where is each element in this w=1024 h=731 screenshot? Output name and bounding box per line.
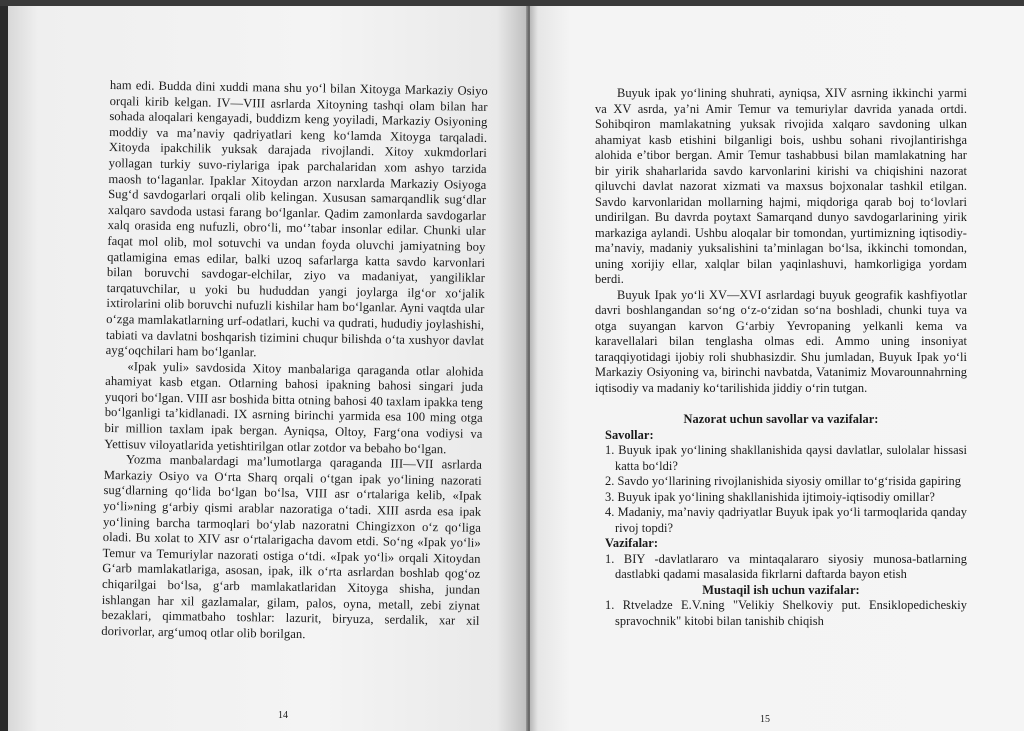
questions-heading: Savollar: bbox=[605, 427, 654, 442]
question-item: 3. Buyuk ipak yo‘lining shakllanishida ijtimoiy-iqtisodiy omillar? bbox=[605, 489, 935, 504]
question-item: 2. Savdo yo‘llarining rivojlanishida siyosiy omillar to‘g‘risida gapiring bbox=[605, 474, 962, 488]
left-page-number: 14 bbox=[278, 710, 288, 721]
left-page-text bbox=[101, 78, 488, 645]
left-page bbox=[8, 6, 528, 731]
left-paragraph-2: «Ipak yuli» savdosida Xitoy manbalariga qaraganda otlar alohida ahamiyat kasb etgan. Otlarning bahosi ipakning bahosi singari juda yuqori bo‘lgan. VIII asr boshida bitta otning bahosi 40 taxlam ipakka teng bo‘lganligi ta’kidlanadi. IX asrning birinchi yarmida esa 100 ming otga bir million taxlam ipak bergan. Ayniqsa, Oltoy, Farg‘ona vodiysi va Yettisuv viloyatlarida yetishtirilgan otlar zotdor va bebaho bo‘lgan. bbox=[104, 358, 484, 456]
question-item: 1. Buyuk ipak yo‘lining shakllanishida qaysi davlatlar, sulolalar hissasi katta bo‘ldi? bbox=[605, 443, 967, 473]
left-paragraph-1: ham edi. Budda dini xuddi mana shu yo‘l bilan Xitoyga Markaziy Osiyo orqali kirib kelgan. IV—VIII asrlarda Xitoyning tashqi olam bilan har sohada aloqalari kengayadi, buddizm keng yoyiladi, Markaziy Osiyoning moddiy va ma’naviy qadriyatlari keng ko‘lamda Xitoyga tarqaladi. Xitoyda ipakchilik yuksak darajada rivojlandi. Xitoy xukmdorlari yollagan turkiy suvo-riylariga ipak parchalaridan xom ashyo tarzida maosh to‘laganlar. Ipaklar Xitoydan arzon narxlarda Markaziy Osiyoga Sug‘d savdogarlari orqali olib kelingan. Xususan samarqandlik sug‘dlar xalqaro savdoda ustasi farang bo‘lganlar. Qadim zamonlarda savdogarlar xalq orasida eng nufuzli, obro‘li, mo‘’tabar insonlar edilar. Chunki ular faqat mol olib, mol sotuvchi va undan foyda oluvchi jamiyatning boy qatlamigina emas edilar, balki uzoq safarlarga katta savdo karvonlari bilan boruvchi savdogar-elchilar, ziyo va madaniyat, yangiliklar tarqatuvchilar, u yoki bu hududdan yangi joylarga ilg‘or xo‘jalik ixtirolarini olib boruvchi nufuzli kishilar ham bo‘lganlar. Ayni vaqtda ular o‘zga mamlakatlarning urf-odatlari, kuchi va qudrati, hududiy joylashishi, tabiati va davlatni boshqarish tizimini chuqur bilishda o‘ta xushyor davlat ayg‘oqchilari ham bo‘lganlar. bbox=[105, 78, 488, 360]
tasks-heading: Vazifalar: bbox=[605, 536, 659, 550]
independent-task-item: 1. Rtveladze E.V.ning "Velikiy Shelkoviy put. Ensiklopedicheskiy spravochnik" kitobi bilan tanishib chiqish bbox=[605, 598, 967, 628]
right-page-number: 15 bbox=[760, 714, 770, 725]
right-page bbox=[530, 6, 1024, 731]
questions-list bbox=[595, 443, 967, 536]
section-heading: Nazorat uchun savollar va vazifalar: bbox=[683, 412, 879, 426]
independent-heading: Mustaqil ish uchun vazifalar: bbox=[702, 582, 860, 597]
left-paragraph-3: Yozma manbalardagi ma’lumotlarga qaraganda III—VII asrlarda Markaziy Osiyo va O‘rta Sharq orqali o‘tgan ipak yo‘lining nazorati sug‘dlarning qo‘lida bo‘lgan bo‘lsa, VIII asr o‘rtalariga kelib, «Ipak yo‘li»ning g‘arbiy qismi arablar nazoratiga o‘tadi. XIII asrda esa ipak yo‘lining barcha tarmoqlari bo‘ylab nazoratni Chingizxon o‘z qo‘liga oladi. Bu xolat to XIV asr o‘rtalarigacha davom etdi. So‘ng «Ipak yo‘li» Temur va Temuriylar nazorati ostiga o‘tdi. «Ipak yo‘li» orqali Xitoydan G‘arb mamlakatlariga, asosan, ipak, ilk o‘rta asrlardan boshlab qog‘oz chiqarilgai bo‘lsa, g‘arb mamlakatlaridan Xitoyga shisha, jundan ishlangan har xil gazlamalar, gilam, palos, oyna, metall, zebi ziynat bezaklari, qimmatbaho toshlar: lazurit, biryuza, serdalik, xar xil dorivorlar, arg‘umoq otlar olib borilgan. bbox=[101, 452, 483, 641]
task-item: 1. BIY -davlatlararo va mintaqalararo siyosiy munosa-batlarning dastlabki qadami masalasida fikrlarni daftarda bayon etish bbox=[605, 551, 967, 581]
right-paragraph-1: Buyuk ipak yo‘lining shuhrati, ayniqsa, XIV asrning ikkinchi yarmi va XV asrda, ya’ni Amir Temur va temuriylar davrida yanada ortdi. Sohibqiron mamlakatning yuksak rivojida xalqaro savdoning ulkan ahamiyat kasb etishini bilganligi bois, ushbu sohani rivojlantirishga alohida e’tibor bergan. Amir Temur tashabbusi bilan mamlakatning har bir yirik shaharlarida savdo karvonlarini kirishi va chiqishini nazorat qiluvchi davlat nazorat xizmati va maxsus bojxonalar tashkil etilgan. Savdo karvonlaridan mollarning hajmi, miqdoriga qarab boj to‘lovlari undirilgan. Bu davrda poytaxt Samarqand dunyo savdogarlarining yirik markaziga aylandi. Ushbu aloqalar bir tomondan, yurtimizning iqtisodiy-ma’naviy, madaniy yuksalishini ta’minlagan bo‘lsa, ikkinchi tomondan, uning xorijiy ellar, xalqlar bilan yaqinlashuvi, hamkorligiga yordam berdi. bbox=[595, 86, 967, 286]
right-page-text bbox=[595, 86, 967, 629]
question-item: 4. Madaniy, ma’naviy qadriyatlar Buyuk ipak yo‘li tarmoqlarida qanday rivoj topdi? bbox=[605, 505, 967, 535]
right-paragraph-2: Buyuk Ipak yo‘li XV—XVI asrlardagi buyuk geografik kashfiyotlar davri boshlangandan so‘ng o‘z-o‘zidan so‘na boshladi, chunki tuya va otga suyangan karvon G‘arbiy Yevropaning yelkanli kema va karavellalari bilan tenglasha olmas edi. Ammo uning insoniyat taraqqiyotidagi ijobiy roli shubhasizdir. Shu jumladan, Buyuk Ipak yo‘li Markaziy Osiyoning va, birinchi navbatda, Vatanimiz Movarounnahrning iqtisodiy va madaniy ko‘tarilishida jiddiy o‘rin tutgan. bbox=[595, 287, 967, 395]
